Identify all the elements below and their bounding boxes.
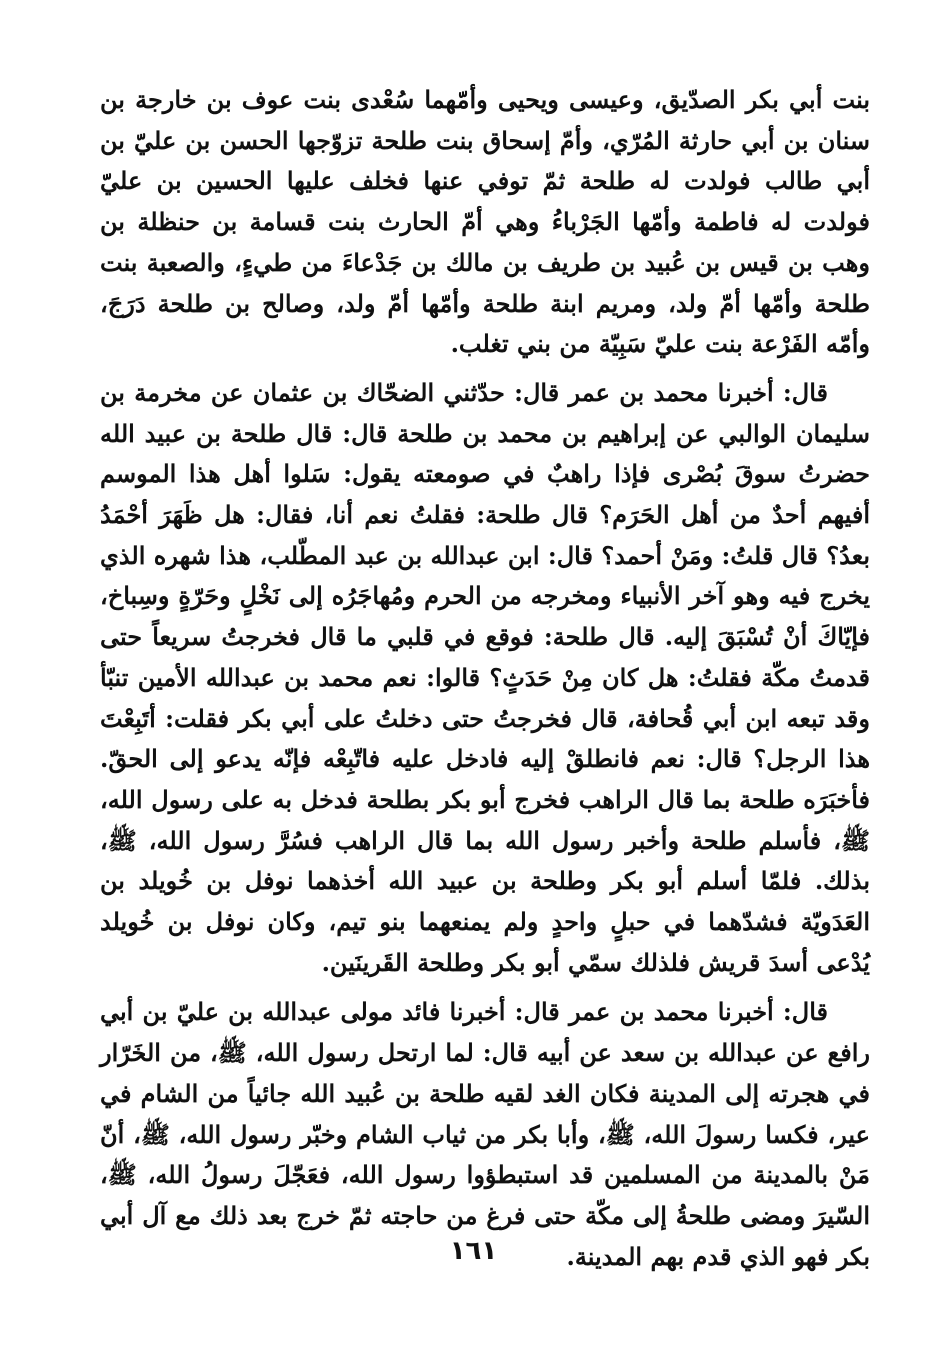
paragraph-1: بنت أبي بكر الصدّيق، وعيسى ويحيى وأمّهما سُعْدى بنت عوف بن خارجة بن سنان بن أبي حارثة المُرّي، وأمّ إسحاق بنت طلحة تزوّجها الحسن بن عليّ بن أبي طالب فولدت له طلحة ثمّ توفي عنها فخلف عليها الحسين بن عليّ فولدت له فاطمة وأمّها الجَرْباءُ وهي أمّ الحارث بنت قسامة بن حنظلة بن وهب بن قيس بن عُبيد بن طريف بن مالك بن جَدْعاءَ من طيءٍ، والصعبة بنت طلحة وأمّها أمّ ولد، ومريم ابنة طلحة وأمّها أمّ ولد، وصالح بن طلحة دَرَجَ، وأمّه الفَرْعة بنت عليّ سَبِيّة من بني تغلب. <box>100 85 870 359</box>
paragraph-3: قال: أخبرنا محمد بن عمر قال: أخبرنا فائد مولى عبدالله بن عليّ بن أبي رافع عن عبدالله بن سعد عن أبيه قال: لما ارتحل رسول الله، ﷺ، من الخَرّار في هجرته إلى المدينة فكان الغد لقيه طلحة بن عُبيد الله جائياً من الشام في عير، فكسا رسولَ الله، ﷺ، وأبا بكر من ثياب الشام وخبّر رسول الله، ﷺ، أنّ مَنْ بالمدينة من المسلمين قد استبطؤوا رسول الله، فعَجّلَ رسولُ الله، ﷺ، السّيرَ ومضى طلحةُ إلى مكّة حتى فرغ من حاجته ثمّ خرج بعد ذلك مع آل أبي بكر فهو الذي قدم بهم المدينة. <box>100 997 871 1271</box>
paragraph-2: قال: أخبرنا محمد بن عمر قال: حدّثني الضحّاك بن عثمان عن مخرمة بن سليمان الوالبي عن إبراهيم بن محمد بن طلحة قال: قال طلحة بن عبيد الله حضرتُ سوقَ بُصْرى فإذا راهبٌ في صومعته يقول: سَلوا أهل هذا الموسم أفيهم أحدٌ من أهل الحَرَم؟ قال طلحة: فقلتُ نعم أنا، فقال: هل ظَهَرَ أحْمَدُ بعدُ؟ قال قلتُ: ومَنْ أحمد؟ قال: ابن عبدالله بن عبد المطّلب، هذا شهره الذي يخرج فيه وهو آخر الأنبياء ومخرجه من الحرم ومُهاجَرُه إلى نَخْلٍ وحَرّةٍ وسِباخ، فإيّاكَ أنْ تُسْبَقَ إليه. قال طلحة: فوقع في قلبي ما قال فخرجتُ سريعاً حتى قدمتُ مكّة فقلتُ: هل كان مِنْ حَدَثٍ؟ قالوا: نعم محمد بن عبدالله الأمين تنبّأ وقد تبعه ابن أبي قُحافة، قال فخرجتُ حتى دخلتُ على أبي بكر فقلت: أتَبِعْتَ هذا الرجل؟ قال: نعم فانطلقْ إليه فادخل عليه فاتّبِعْه فإنّه يدعو إلى الحقّ. فأخبَرَه طلحة بما قال الراهب فخرج أبو بكر بطلحة فدخل به على رسول الله، ﷺ، فأسلم طلحة وأخبر رسول الله بما قال الراهب فسُرَّ رسول الله، ﷺ، بذلك. فلمّا أسلم أبو بكر وطلحة بن عبيد الله أخذهما نوفل بن خُويلد بن العَدَويّة فشدّهما في حبلٍ واحدٍ ولم يمنعهما بنو تيم، وكان نوفل بن خُويلد يُدْعى أسدَ قريش فلذلك سمّي أبو بكر وطلحة القَرينَين. <box>100 377 871 977</box>
page-number: ١٦١ <box>449 1236 498 1266</box>
book-page <box>100 80 870 1340</box>
